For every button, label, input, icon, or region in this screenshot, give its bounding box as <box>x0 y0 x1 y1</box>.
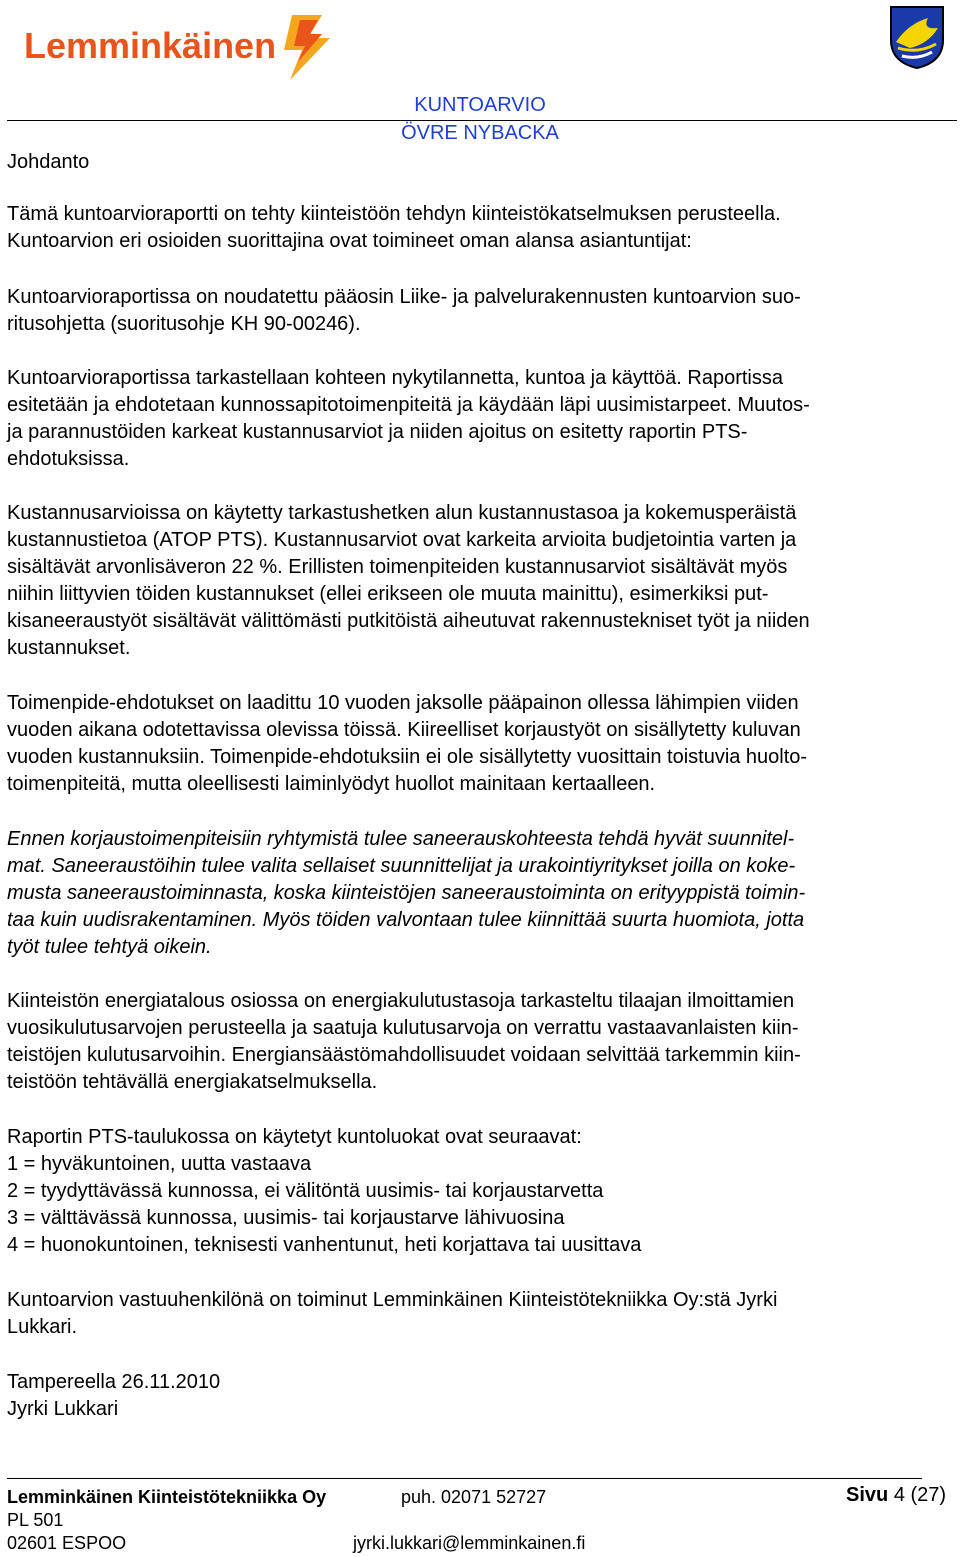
text-line: Raportin PTS-taulukossa on käytetyt kuntoluokat ovat seuraavat: <box>7 1126 582 1148</box>
text-line: kustannustietoa (ATOP PTS). Kustannusarviot ovat karkeita arvioita budjetointia varten ja <box>7 529 797 551</box>
document-subtitle: ÖVRE NYBACKA <box>401 122 559 144</box>
text-line: mat. Saneeraustöihin tulee valita sellaiset suunnittelijat ja urakointiyritykset joilla on koke- <box>7 855 796 877</box>
company-logo <box>22 10 352 85</box>
text-line: Ennen korjaustoimenpiteisiin ryhtymistä tulee saneerauskohteesta tehdä hyvät suunnitel- <box>7 828 795 850</box>
text-line: vuoden aikana odotettavissa olevissa töissä. Kiireelliset korjaustyöt on sisällytetty kuluvan <box>7 719 801 741</box>
footer-divider <box>7 1478 922 1479</box>
signature-block <box>7 1369 955 1423</box>
document-title: KUNTOARVIO <box>414 94 546 116</box>
text-line: Kuntoarvioraportissa tarkastellaan kohteen nykytilannetta, kuntoa ja käyttöä. Raportissa <box>7 367 783 389</box>
text-line: kustannukset. <box>7 637 131 659</box>
text-line: Kuntoarvion eri osioiden suorittajina ovat toimineet oman alansa asiantuntijat: <box>7 230 692 252</box>
text-line: teistöön tehtävällä energiakatselmuksella. <box>7 1071 378 1093</box>
paragraph-cost-estimates <box>7 500 955 662</box>
text-line: ritusohjetta (suoritusohje KH 90-00246). <box>7 313 361 335</box>
paragraph-responsible <box>7 1287 955 1341</box>
text-line: musta saneeraustoiminnasta, koska kiinteistöjen saneeraustoiminta on erityyppistä toimin- <box>7 882 806 904</box>
header-divider <box>7 120 957 121</box>
text-line: ehdotuksissa. <box>7 448 130 470</box>
text-line: kisaneeraustyöt sisältävät välittömästi putkitöistä aiheutuvat rakennustekniset työt ja niiden <box>7 610 810 632</box>
condition-class-item: 4 = huonokuntoinen, teknisesti vanhentunut, heti korjattava tai uusittava <box>7 1234 642 1256</box>
paragraph-guideline <box>7 284 955 338</box>
text-line: sisältävät arvonlisäveron 22 %. Erillisten toimenpiteiden kustannusarviot sisältävät myös <box>7 556 788 578</box>
paragraph-recommendation <box>7 826 955 961</box>
paragraph-energy <box>7 988 955 1096</box>
footer-page-number <box>846 1484 946 1507</box>
text-line: Kuntoarvion vastuuhenkilönä on toiminut Lemminkäinen Kiinteistötekniikka Oy:stä Jyrki <box>7 1289 778 1311</box>
place-date: Tampereella 26.11.2010 <box>7 1371 221 1393</box>
text-line: toimenpiteitä, mutta oleellisesti laiminlyödyt huollot mainitaan kertaalleen. <box>7 773 656 795</box>
section-title: Johdanto <box>7 151 90 173</box>
footer-phone: puh. 02071 52727 <box>401 1487 547 1507</box>
text-line: Tämä kuntoarvioraportti on tehty kiinteistöön tehdyn kiinteistökatselmuksen perusteella. <box>7 203 781 225</box>
text-line: ja parannustöiden karkeat kustannusarviot ja niiden ajoitus on esitetty raportin PTS- <box>7 421 748 443</box>
text-line: Kiinteistön energiatalous osiossa on energiakulutustasoja tarkasteltu tilaajan ilmoittamien <box>7 990 795 1012</box>
text-line: vuoden kustannuksiin. Toimenpide-ehdotuksiin ei ole sisällytetty vuosittain toistuvia huolto- <box>7 746 808 768</box>
paragraph-condition-classes <box>7 1124 955 1259</box>
text-line: niihin liittyvien töiden kustannukset (ellei erikseen ole muuta mainittu), esimerkiksi put- <box>7 583 769 605</box>
footer-postal: 02601 ESPOO <box>7 1533 127 1553</box>
text-line: Lukkari. <box>7 1316 78 1338</box>
text-line: teistöjen kulutusarvoihin. Energiansäästömahdollisuudet voidaan selvittää tarkemmin kiin- <box>7 1044 801 1066</box>
text-line: Toimenpide-ehdotukset on laadittu 10 vuoden jaksolle pääpainon ollessa lähimpien viiden <box>7 692 799 714</box>
footer-po-box: PL 501 <box>7 1510 64 1530</box>
condition-class-item: 3 = välttävässä kunnossa, uusimis- tai korjaustarve lähivuosina <box>7 1207 565 1229</box>
paragraph-intro <box>7 201 955 255</box>
text-line: Kuntoarvioraportissa on noudatettu pääosin Liike- ja palvelurakennusten kuntoarvion suo- <box>7 286 801 308</box>
page-value: 4 (27) <box>893 1484 947 1506</box>
condition-class-item: 2 = tyydyttävässä kunnossa, ei välitöntä uusimis- tai korjaustarvetta <box>7 1180 604 1202</box>
signer-name: Jyrki Lukkari <box>7 1398 119 1420</box>
page-label: Sivu <box>846 1484 889 1506</box>
paragraph-scope <box>7 365 955 473</box>
text-line: taa kuin uudisrakentaminen. Myös töiden valvontaan tulee kiinnittää suurta huomiota, jotta <box>7 909 805 931</box>
paragraph-proposals <box>7 690 955 798</box>
text-line: työt tulee tehtyä oikein. <box>7 936 212 958</box>
footer-company: Lemminkäinen Kiinteistötekniikka Oy <box>7 1487 327 1507</box>
footer-email[interactable]: jyrki.lukkari@lemminkainen.fi <box>353 1533 586 1553</box>
municipal-crest-icon <box>888 4 946 70</box>
condition-class-item: 1 = hyväkuntoinen, uutta vastaava <box>7 1153 312 1175</box>
text-line: Kustannusarvioissa on käytetty tarkastushetken alun kustannustasoa ja kokemusperäistä <box>7 502 797 524</box>
logo-wordmark: Lemminkäinen <box>24 25 277 66</box>
text-line: esitetään ja ehdotetaan kunnossapitotoimenpiteitä ja käydään läpi uusimistarpeet. Muutos- <box>7 394 810 416</box>
text-line: vuosikulutusarvojen perusteella ja saatuja kulutusarvoja on verrattu vastaavanlaisten kiin- <box>7 1017 799 1039</box>
